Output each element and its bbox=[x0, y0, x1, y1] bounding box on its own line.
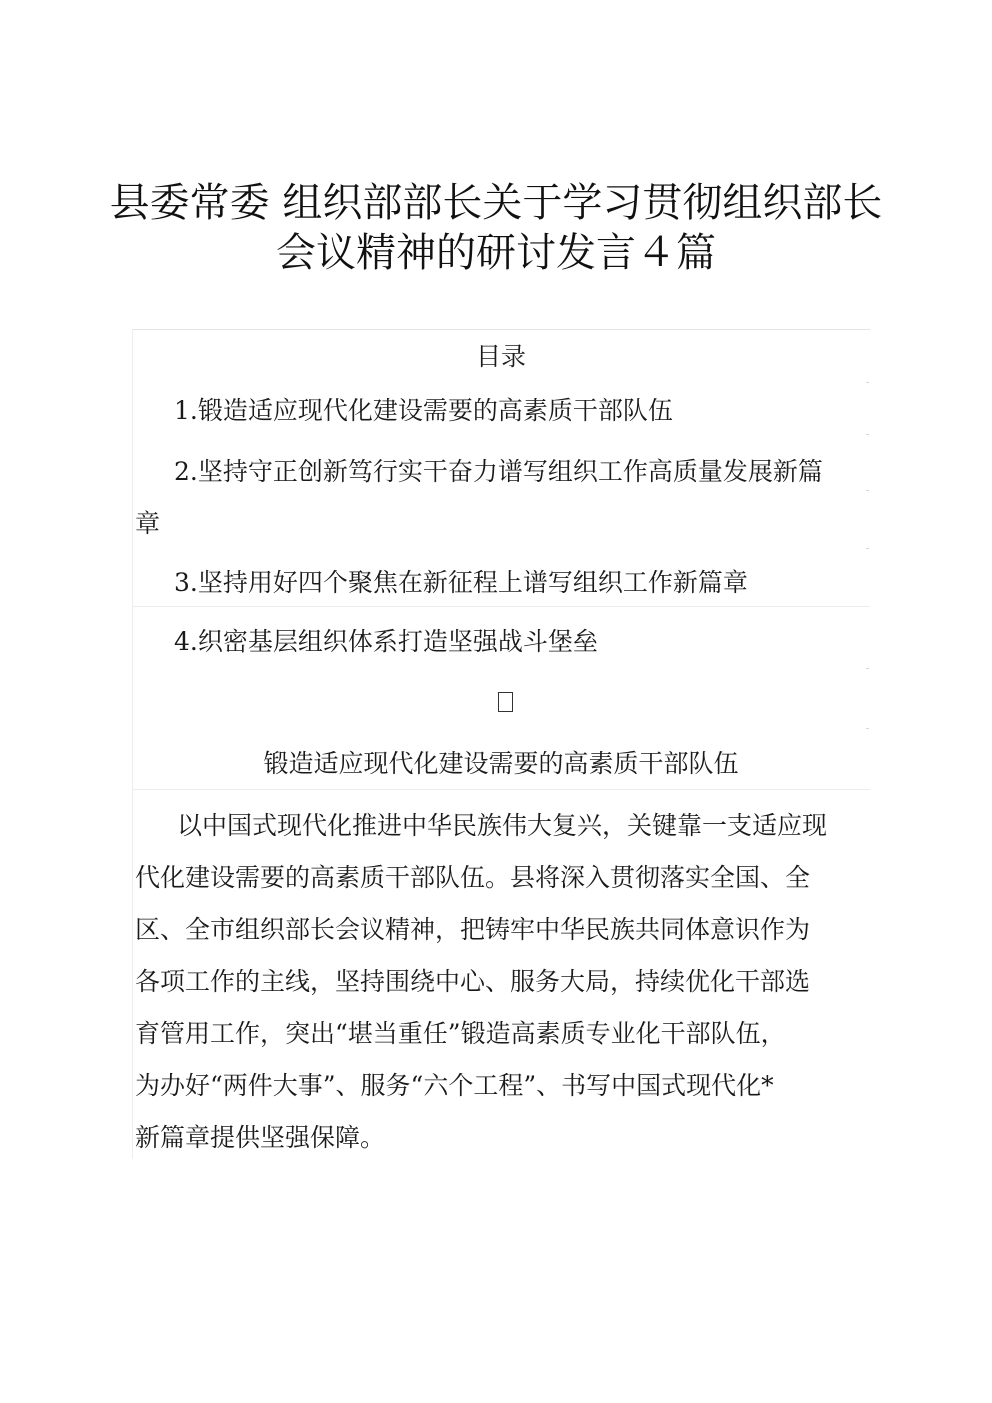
frame-top-border bbox=[132, 329, 870, 330]
body-line-4: 各项工作的主线，坚持围绕中心、服务大局，持续优化干部选 bbox=[135, 967, 811, 996]
frame-left-border bbox=[132, 329, 133, 1159]
margin-tick bbox=[866, 728, 869, 729]
toc-heading: 目录 bbox=[475, 342, 526, 371]
margin-tick bbox=[866, 382, 869, 383]
toc-item-2-wrap[interactable]: 章 bbox=[135, 509, 161, 538]
divider-rule bbox=[132, 606, 870, 607]
toc-item-1[interactable]: 1.锻造适应现代化建设需要的高素质干部队伍 bbox=[174, 396, 673, 425]
section-title: 锻造适应现代化建设需要的高素质干部队伍 bbox=[263, 749, 739, 778]
toc-item-4[interactable]: 4.织密基层组织体系打造坚强战斗堡垒 bbox=[174, 627, 598, 656]
margin-tick bbox=[866, 434, 869, 435]
margin-tick bbox=[866, 548, 869, 549]
body-line-1: 以中国式现代化推进中华民族伟大复兴，关键靠一支适应现 bbox=[177, 811, 828, 840]
body-paragraph bbox=[135, 800, 875, 1164]
margin-tick bbox=[866, 490, 869, 491]
body-line-2: 代化建设需要的高素质干部队伍。县将深入贯彻落实全国、全 bbox=[135, 863, 811, 892]
body-line-3: 区、全市组织部长会议精神，把铸牢中华民族共同体意识作为 bbox=[135, 915, 811, 944]
title-line-2: 会议精神的研讨发言４篇 bbox=[276, 230, 716, 276]
body-line-6: 为办好“两件大事”、服务“六个工程”、书写中国式现代化* bbox=[135, 1071, 774, 1100]
toc-item-2[interactable]: 2.坚持守正创新笃行实干奋力谱写组织工作高质量发展新篇 bbox=[174, 457, 823, 486]
section-marker-box bbox=[498, 692, 513, 712]
body-line-5: 育管用工作，突出“堪当重任”锻造高素质专业化干部队伍， bbox=[135, 1019, 786, 1048]
title-line-1: 县委常委 组织部部长关于学习贯彻组织部长 bbox=[109, 180, 883, 226]
toc-item-3[interactable]: 3.坚持用好四个聚焦在新征程上谱写组织工作新篇章 bbox=[174, 568, 748, 597]
divider-rule bbox=[132, 789, 870, 790]
margin-tick bbox=[866, 668, 869, 669]
document-title bbox=[0, 178, 992, 278]
body-line-7: 新篇章提供坚强保障。 bbox=[135, 1123, 386, 1152]
